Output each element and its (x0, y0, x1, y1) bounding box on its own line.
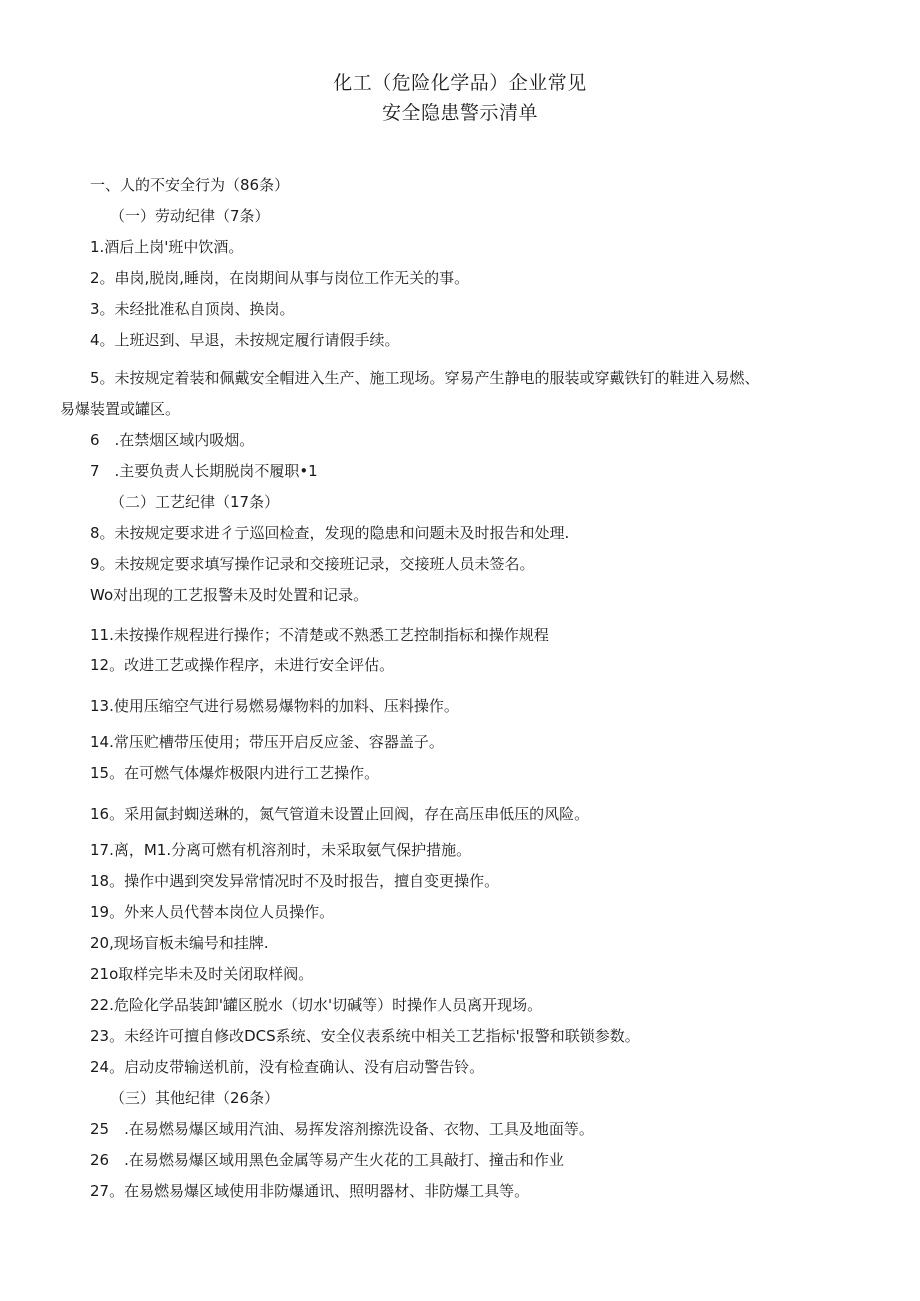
document-title-line2: 安全隐患警示清单 (381, 102, 538, 124)
list-item: 2。串岗,脱岗,睡岗，在岗期间从事与岗位工作无关的事。 (90, 269, 470, 287)
list-item: 22.危险化学品装卸'罐区脱水（切水'切碱等）时操作人员离开现场。 (90, 996, 543, 1014)
document-title-line1: 化工（危险化学品）企业常见 (333, 72, 587, 94)
list-item: 16。采用氤封蜘送琳的，氮气管道未设置止回阀，存在高压串低压的风险。 (90, 805, 590, 823)
list-item: 26 .在易燃易爆区域用黑色金属等易产生火花的工具敲打、撞击和作业 (90, 1151, 564, 1169)
section-heading-unsafe-behavior: 一、人的不安全行为（86条） (90, 176, 290, 194)
list-item: 19。外来人员代替本岗位人员操作。 (90, 903, 335, 921)
list-item: 3。未经批准私自顶岗、换岗。 (90, 300, 295, 318)
list-item: 12。改进工艺或操作程序，未进行安全评估。 (90, 656, 395, 674)
subsection-heading-other-discipline: （三）其他纪律（26条） (110, 1089, 280, 1107)
list-item: 9。未按规定要求填写操作记录和交接班记录，交接班人员未签名。 (90, 555, 535, 573)
list-item: 27。在易燃易爆区域使用非防爆通讯、照明器材、非防爆工具等。 (90, 1182, 530, 1200)
list-item: 11.未按操作规程进行操作；不清楚或不熟悉工艺控制指标和操作规程 (90, 626, 549, 644)
list-item: 21o取样完毕未及时关闭取样阀。 (90, 965, 314, 983)
list-item-continuation: 易爆装置或罐区。 (60, 400, 181, 418)
list-item: 14.常压贮槽带压使用；带压开启反应釜、容器盖子。 (90, 733, 444, 751)
list-item: 15。在可燃气体爆炸极限内进行工艺操作。 (90, 764, 380, 782)
list-item: 23。未经许可擅自修改DCS系统、安全仪表系统中相关工艺指标'报警和联锁参数。 (90, 1027, 640, 1045)
list-item: 7 .主要负责人长期脱岗不履职•1 (90, 462, 318, 480)
list-item: 20,现场盲板未编号和挂牌. (90, 934, 269, 952)
list-item: 13.使用压缩空气进行易燃易爆物料的加料、压料操作。 (90, 697, 459, 715)
list-item: 1.酒后上岗'班中饮酒。 (90, 238, 244, 256)
subsection-heading-process-discipline: （二）工艺纪律（17条） (110, 493, 280, 511)
subsection-heading-labor-discipline: （一）劳动纪律（7条） (110, 207, 270, 225)
list-item: 18。操作中遇到突发异常情况时不及时报告，擅自变更操作。 (90, 872, 500, 890)
list-item: Wo对出现的工艺报警未及时处置和记录。 (90, 586, 369, 604)
list-item: 17.离，M1.分离可燃有机溶剂时，未采取氨气保护措施。 (90, 841, 472, 859)
list-item: 8。未按规定要求进彳亍巡回检查，发现的隐患和问题未及时报告和处理. (90, 524, 570, 542)
list-item: 25 .在易燃易爆区域用汽油、易挥发溶剂擦洗设备、衣物、工具及地面等。 (90, 1120, 594, 1138)
list-item: 24。启动皮带输送机前，没有检查确认、没有启动警告铃。 (90, 1058, 485, 1076)
list-item: 6 .在禁烟区域内吸烟。 (90, 431, 255, 449)
list-item: 5。未按规定着装和佩戴安全帽进入生产、施工现场。穿易产生静电的服装或穿戴铁钉的鞋进入易燃、 (90, 369, 760, 387)
list-item: 4。上班迟到、早退，未按规定履行请假手续。 (90, 331, 400, 349)
